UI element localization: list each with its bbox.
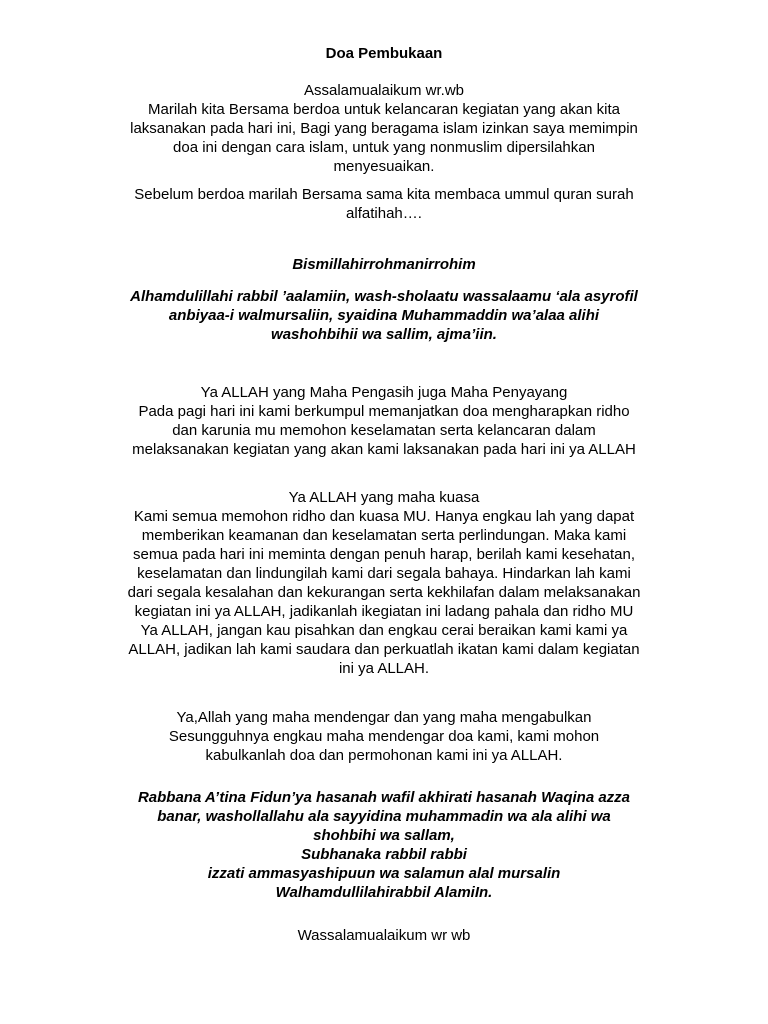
fatihah-line: alfatihah…. <box>346 205 422 222</box>
opening-line: laksanakan pada hari ini, Bagi yang beragama islam izinkan saya memimpin <box>130 120 638 137</box>
document-title <box>84 44 684 63</box>
closing-line: Subhanaka rabbil rabbi <box>301 846 467 863</box>
prayer-line: Pada pagi hari ini kami berkumpul memanjatkan doa mengharapkan ridho <box>138 403 630 420</box>
hamdalah-line: washohbihii wa sallim, ajma’iin. <box>271 326 497 343</box>
prayer-line: Ya ALLAH yang Maha Pengasih juga Maha Penyayang <box>200 384 568 401</box>
opening-line: Marilah kita Bersama berdoa untuk kelancaran kegiatan yang akan kita <box>148 101 620 118</box>
greeting-line: Assalamualaikum wr.wb <box>303 82 465 99</box>
prayer-paragraph-2 <box>84 488 684 678</box>
prayer-line: semua pada hari ini meminta dengan penuh harap, berilah kami kesehatan, <box>133 546 635 563</box>
closing-line: Rabbana A’tina Fidun’ya hasanah wafil akhirati hasanah Waqina azza <box>137 789 631 806</box>
prayer-line: ini ya ALLAH. <box>338 660 430 677</box>
closing-prayer <box>84 788 684 902</box>
prayer-line: kabulkanlah doa dan permohonan kami ini ya ALLAH. <box>205 747 563 764</box>
farewell <box>84 926 684 945</box>
closing-line: izzati ammasyashipuun wa salamun alal mursalin <box>207 865 561 882</box>
opening-line: menyesuaikan. <box>333 158 435 175</box>
prayer-line: dari segala kesalahan dan kekurangan serta kekhilafan dalam melaksanakan <box>127 584 641 601</box>
opening-paragraph <box>84 81 684 176</box>
fatihah-intro-paragraph <box>84 185 684 223</box>
prayer-line: ALLAH, jadikan lah kami saudara dan perkuatlah ikatan kami dalam kegiatan <box>128 641 640 658</box>
hamdalah-paragraph <box>84 287 684 344</box>
prayer-paragraph-3 <box>84 708 684 765</box>
prayer-line: Ya ALLAH, jangan kau pisahkan dan engkau cerai beraikan kami kami ya <box>140 622 628 639</box>
closing-line: Walhamdullilahirabbil AlamiIn. <box>275 884 493 901</box>
prayer-line: Sesungguhnya engkau maha mendengar doa kami, kami mohon <box>168 728 600 745</box>
prayer-line: melaksanakan kegiatan yang akan kami laksanakan pada hari ini ya ALLAH <box>132 441 636 458</box>
hamdalah-line: anbiyaa-i walmursaliin, syaidina Muhammaddin wa’alaa alihi <box>168 307 600 324</box>
prayer-line: Ya ALLAH yang maha kuasa <box>288 489 480 506</box>
closing-line: banar, washollallahu ala sayyidina muhammadin wa ala alihi wa <box>157 808 611 825</box>
prayer-paragraph-1 <box>84 383 684 459</box>
basmalah-heading <box>84 255 684 274</box>
basmalah-text: Bismillahirrohmanirrohim <box>292 256 476 273</box>
prayer-line: dan karunia mu memohon keselamatan serta kelancaran dalam <box>172 422 596 439</box>
prayer-line: Kami semua memohon ridho dan kuasa MU. Hanya engkau lah yang dapat <box>133 508 635 525</box>
farewell-text: Wassalamualaikum wr wb <box>297 927 471 944</box>
hamdalah-line: Alhamdulillahi rabbil ’aalamiin, wash-sholaatu wassalaamu ‘ala asyrofil <box>130 288 638 305</box>
title-text: Doa Pembukaan <box>325 45 443 62</box>
opening-line: doa ini dengan cara islam, untuk yang nonmuslim dipersilahkan <box>173 139 595 156</box>
prayer-line: keselamatan dan lindungilah kami dari segala bahaya. Hindarkan lah kami <box>137 565 631 582</box>
prayer-line: kegiatan ini ya ALLAH, jadikanlah ikegiatan ini ladang pahala dan ridho MU <box>134 603 634 620</box>
fatihah-line: Sebelum berdoa marilah Bersama sama kita membaca ummul quran surah <box>134 186 634 203</box>
closing-line: shohbihi wa sallam, <box>313 827 455 844</box>
prayer-line: Ya,Allah yang maha mendengar dan yang maha mengabulkan <box>176 709 592 726</box>
prayer-line: memberikan keamanan dan keselamatan serta perlindungan. Maka kami <box>141 527 627 544</box>
